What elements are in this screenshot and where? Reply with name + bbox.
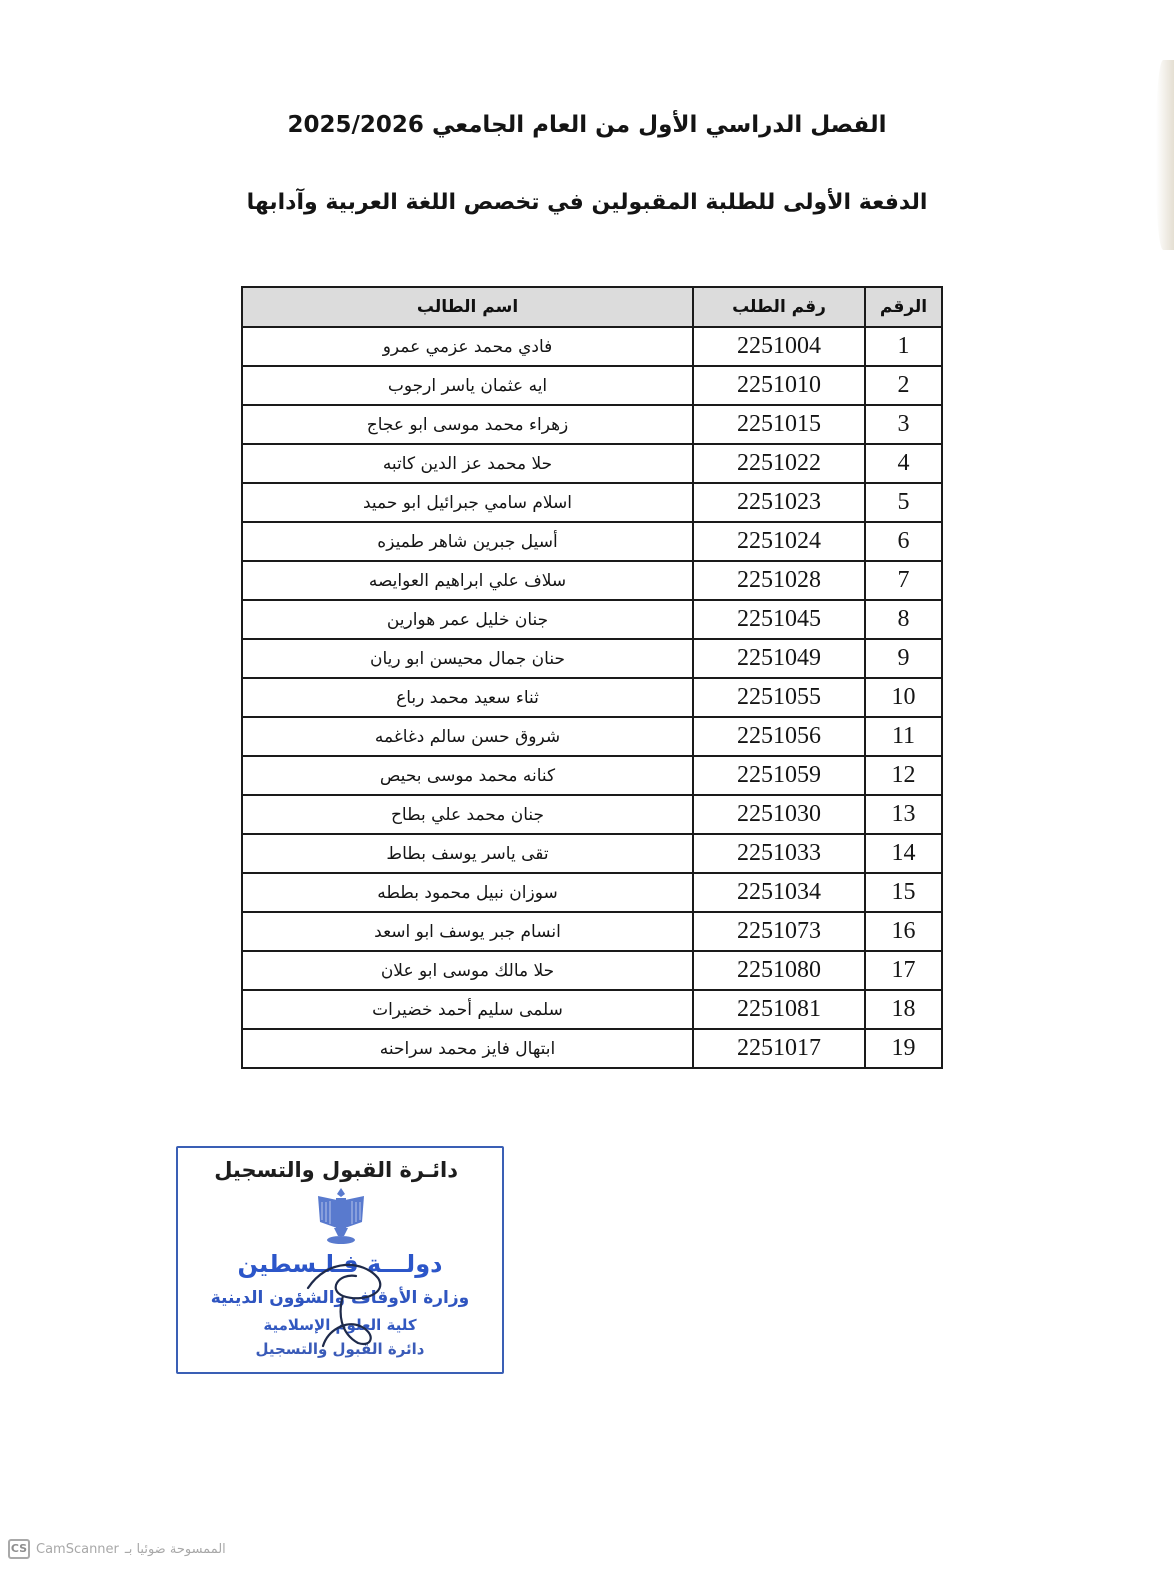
row-application-id: 2251004 xyxy=(693,327,865,366)
table-row xyxy=(242,873,942,912)
table-row xyxy=(242,951,942,990)
row-student-name: سلمى سليم أحمد خضيرات xyxy=(242,990,693,1029)
table-row xyxy=(242,327,942,366)
document-title: الفصل الدراسي الأول من العام الجامعي 2025/2026 xyxy=(287,112,887,138)
row-student-name: انسام جبر يوسف ابو اسعد xyxy=(242,912,693,951)
row-application-id: 2251015 xyxy=(693,405,865,444)
row-number: 3 xyxy=(865,405,942,444)
row-number: 5 xyxy=(865,483,942,522)
row-application-id: 2251033 xyxy=(693,834,865,873)
stamp-department: دائرة القبول والتسجيل xyxy=(255,1340,425,1358)
row-student-name: شروق حسن سالم دغاغمه xyxy=(242,717,693,756)
stamp-college: كلية العلوم الإسلامية xyxy=(263,1316,417,1334)
row-number: 17 xyxy=(865,951,942,990)
scanner-label: CamScanner xyxy=(36,1541,119,1557)
table-row xyxy=(242,405,942,444)
row-number: 1 xyxy=(865,327,942,366)
scanned-with-label: الممسوحة ضوئيا بـ xyxy=(124,1541,226,1557)
header-application-id: رقم الطلب xyxy=(693,287,865,327)
row-application-id: 2251055 xyxy=(693,678,865,717)
table-header-row xyxy=(242,287,942,327)
table-body xyxy=(242,327,942,1068)
eagle-emblem-icon xyxy=(310,1184,372,1246)
row-number: 18 xyxy=(865,990,942,1029)
stamp-heading: دائـرة القبول والتسجيل xyxy=(214,1158,458,1182)
row-student-name: جنان محمد علي بطاح xyxy=(242,795,693,834)
row-application-id: 2251022 xyxy=(693,444,865,483)
row-application-id: 2251049 xyxy=(693,639,865,678)
row-number: 12 xyxy=(865,756,942,795)
row-application-id: 2251059 xyxy=(693,756,865,795)
row-application-id: 2251034 xyxy=(693,873,865,912)
row-application-id: 2251010 xyxy=(693,366,865,405)
row-number: 11 xyxy=(865,717,942,756)
row-number: 7 xyxy=(865,561,942,600)
row-number: 10 xyxy=(865,678,942,717)
row-number: 6 xyxy=(865,522,942,561)
row-application-id: 2251030 xyxy=(693,795,865,834)
row-application-id: 2251073 xyxy=(693,912,865,951)
row-application-id: 2251081 xyxy=(693,990,865,1029)
row-student-name: فادي محمد عزمي عمرو xyxy=(242,327,693,366)
row-number: 13 xyxy=(865,795,942,834)
table-row xyxy=(242,483,942,522)
accepted-students-table xyxy=(241,286,943,1069)
row-number: 15 xyxy=(865,873,942,912)
row-application-id: 2251045 xyxy=(693,600,865,639)
stamp-ministry: وزارة الأوقاف والشؤون الدينية xyxy=(210,1288,470,1308)
row-student-name: اسلام سامي جبرائيل ابو حميد xyxy=(242,483,693,522)
row-number: 8 xyxy=(865,600,942,639)
row-student-name: ايه عثمان ياسر ارجوب xyxy=(242,366,693,405)
table-row xyxy=(242,717,942,756)
row-student-name: سوزان نبيل محمود بططه xyxy=(242,873,693,912)
header-student-name: اسم الطالب xyxy=(242,287,693,327)
row-number: 2 xyxy=(865,366,942,405)
scanner-watermark xyxy=(8,1538,226,1560)
row-student-name: حنان جمال محيسن ابو ريان xyxy=(242,639,693,678)
official-stamp xyxy=(176,1146,504,1374)
camscanner-logo-icon: CS xyxy=(8,1539,30,1559)
row-application-id: 2251080 xyxy=(693,951,865,990)
row-number: 9 xyxy=(865,639,942,678)
table-row xyxy=(242,600,942,639)
row-student-name: جنان خليل عمر هوارين xyxy=(242,600,693,639)
row-student-name: زهراء محمد موسى ابو عجاج xyxy=(242,405,693,444)
row-student-name: حلا مالك موسى ابو علان xyxy=(242,951,693,990)
table-row xyxy=(242,639,942,678)
row-number: 14 xyxy=(865,834,942,873)
table-row xyxy=(242,912,942,951)
row-student-name: ثناء سعيد محمد رباع xyxy=(242,678,693,717)
table-row xyxy=(242,756,942,795)
table-row xyxy=(242,561,942,600)
row-student-name: تقى ياسر يوسف بطاط xyxy=(242,834,693,873)
row-number: 4 xyxy=(865,444,942,483)
header-number: الرقم xyxy=(865,287,942,327)
page-edge-shadow xyxy=(1156,60,1174,250)
table-row xyxy=(242,990,942,1029)
row-student-name: حلا محمد عز الدين كاتبه xyxy=(242,444,693,483)
table-row xyxy=(242,678,942,717)
row-student-name: أسيل جبرين شاهر طميزه xyxy=(242,522,693,561)
table-row xyxy=(242,366,942,405)
table-row xyxy=(242,444,942,483)
table-row xyxy=(242,1029,942,1068)
row-student-name: كنانه محمد موسى بحيص xyxy=(242,756,693,795)
row-student-name: سلاف علي ابراهيم العوايصه xyxy=(242,561,693,600)
row-student-name: ابتهال فايز محمد سراحنه xyxy=(242,1029,693,1068)
handwritten-signature xyxy=(268,1248,418,1358)
row-application-id: 2251017 xyxy=(693,1029,865,1068)
row-application-id: 2251056 xyxy=(693,717,865,756)
stamp-state-name: دولـــة فـلـسطين xyxy=(237,1250,443,1278)
row-number: 16 xyxy=(865,912,942,951)
students-table-container xyxy=(241,286,941,1069)
row-application-id: 2251028 xyxy=(693,561,865,600)
document-subtitle: الدفعة الأولى للطلبة المقبولين في تخصص اللغة العربية وآدابها xyxy=(246,190,928,215)
row-application-id: 2251023 xyxy=(693,483,865,522)
table-row xyxy=(242,795,942,834)
table-row xyxy=(242,834,942,873)
table-row xyxy=(242,522,942,561)
row-application-id: 2251024 xyxy=(693,522,865,561)
row-number: 19 xyxy=(865,1029,942,1068)
